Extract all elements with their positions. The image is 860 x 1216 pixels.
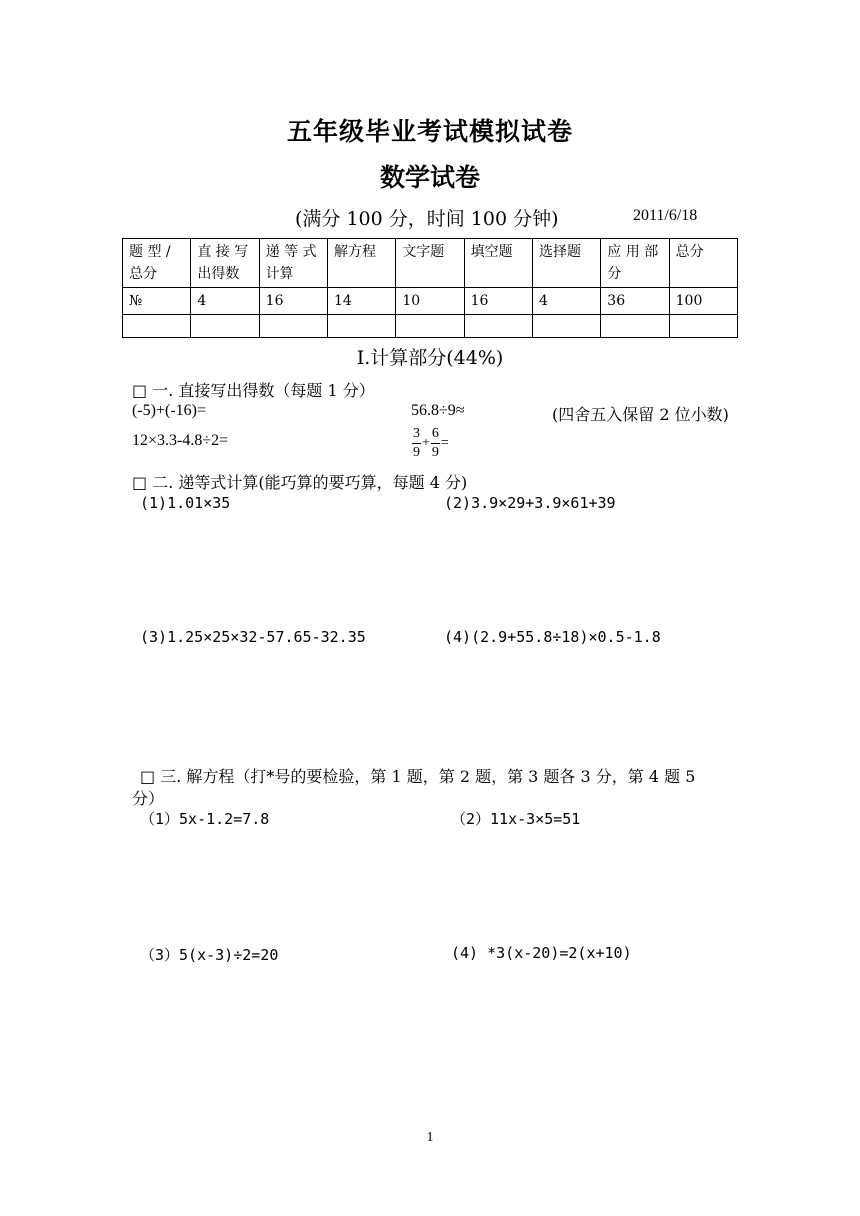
fraction-denominator: 9 bbox=[413, 445, 420, 460]
score-input-cell[interactable] bbox=[327, 315, 395, 338]
question-2-4: (4)(2.9+55.8÷18)×0.5-1.8 bbox=[444, 628, 661, 646]
plus-sign: + bbox=[422, 435, 430, 451]
exam-info: (满分 100 分，时间 100 分钟) bbox=[295, 208, 559, 230]
part3-title: □ 三. 解方程（打*号的要检验，第 1 题，第 2 题，第 3 题各 3 分，第 4 题 5 bbox=[140, 767, 696, 786]
question-1-4-fraction bbox=[411, 425, 449, 462]
score-table bbox=[122, 238, 738, 338]
question-2-2: (2)3.9×29+3.9×61+39 bbox=[444, 494, 616, 512]
question-3-2: （2）11x-3×5=51 bbox=[451, 810, 581, 828]
exam-subtitle: 数学试卷 bbox=[379, 163, 480, 192]
table-cell: 10 bbox=[396, 288, 464, 315]
score-input-cell[interactable] bbox=[259, 315, 327, 338]
score-input-cell[interactable] bbox=[123, 315, 191, 338]
table-row bbox=[123, 288, 738, 315]
equals-sign: = bbox=[440, 435, 449, 451]
question-1-2-note: (四舍五入保留 2 位小数) bbox=[552, 405, 729, 424]
table-cell: 总分 bbox=[669, 239, 737, 288]
question-1-1: (-5)+(-16)= bbox=[132, 402, 207, 419]
part1-title: □ 一. 直接写出得数（每题 1 分） bbox=[132, 381, 375, 400]
table-cell: 题 型 / 总分 bbox=[123, 239, 191, 288]
table-cell: 填空题 bbox=[464, 239, 532, 288]
table-cell: 16 bbox=[464, 288, 532, 315]
table-cell: 解方程 bbox=[327, 239, 395, 288]
table-cell: 14 bbox=[327, 288, 395, 315]
table-cell: 递 等 式 计算 bbox=[259, 239, 327, 288]
question-2-1: (1)1.01×35 bbox=[140, 494, 231, 512]
table-cell: 选择题 bbox=[532, 239, 600, 288]
question-3-1: （1）5x-1.2=7.8 bbox=[140, 810, 270, 828]
table-cell: № bbox=[123, 288, 191, 315]
table-cell: 直 接 写 出得数 bbox=[191, 239, 259, 288]
section-heading: Ⅰ.计算部分(44%) bbox=[356, 347, 504, 369]
table-cell: 4 bbox=[191, 288, 259, 315]
exam-date: 2011/6/18 bbox=[633, 207, 698, 224]
table-row bbox=[123, 315, 738, 338]
score-input-cell[interactable] bbox=[532, 315, 600, 338]
fraction-numerator: 3 bbox=[412, 425, 421, 444]
page-number: 1 bbox=[426, 1130, 434, 1145]
table-cell: 应 用 部 分 bbox=[601, 239, 669, 288]
question-2-3: (3)1.25×25×32-57.65-32.35 bbox=[140, 628, 366, 646]
fraction-numerator: 6 bbox=[431, 425, 440, 444]
part2-title: □ 二. 递等式计算(能巧算的要巧算，每题 4 分) bbox=[132, 473, 468, 492]
question-1-2: 56.8÷9≈ bbox=[411, 402, 465, 419]
score-input-cell[interactable] bbox=[191, 315, 259, 338]
question-3-4: (4) *3(x-20)=2(x+10) bbox=[451, 944, 632, 962]
exam-title: 五年级毕业考试模拟试卷 bbox=[286, 117, 573, 146]
table-row bbox=[123, 239, 738, 288]
table-cell: 100 bbox=[669, 288, 737, 315]
question-1-3: 12×3.3-4.8÷2= bbox=[132, 432, 229, 449]
part3-title-cont: 分） bbox=[132, 789, 165, 808]
table-cell: 16 bbox=[259, 288, 327, 315]
question-3-3: （3）5(x-3)÷2=20 bbox=[140, 946, 279, 964]
score-input-cell[interactable] bbox=[669, 315, 737, 338]
score-input-cell[interactable] bbox=[464, 315, 532, 338]
table-cell: 36 bbox=[601, 288, 669, 315]
fraction-denominator: 9 bbox=[431, 445, 439, 460]
table-cell: 文字题 bbox=[396, 239, 464, 288]
score-input-cell[interactable] bbox=[396, 315, 464, 338]
table-cell: 4 bbox=[532, 288, 600, 315]
score-input-cell[interactable] bbox=[601, 315, 669, 338]
